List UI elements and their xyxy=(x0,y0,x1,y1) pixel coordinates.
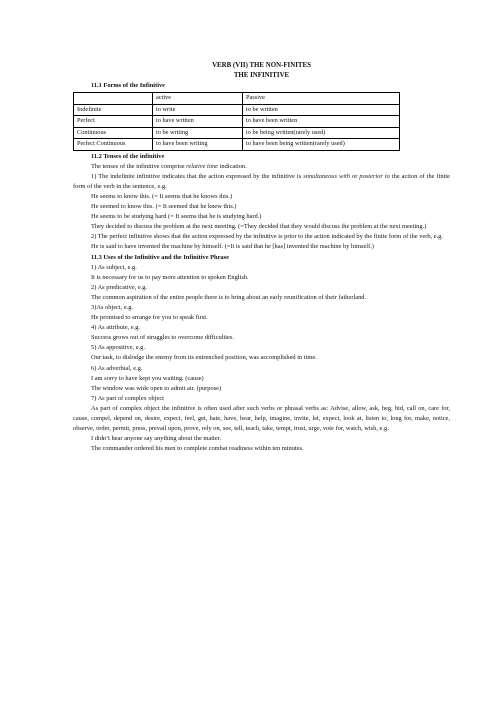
use-item: 4) As attribute, e.g. xyxy=(91,324,140,332)
example-sentence: They decided to discuss the problem at the next meeting. (=They decided that they would discuss the problem at the next meeting.) xyxy=(91,223,427,231)
table-cell: to write xyxy=(153,104,243,116)
table-row xyxy=(74,104,400,116)
text-run: or xyxy=(349,172,360,180)
use-item: 6) As adverbial, e.g. xyxy=(91,364,143,372)
page-title: VERB (VII) THE NON-FINITES xyxy=(212,62,311,69)
paragraph xyxy=(73,172,450,192)
use-item: 2) As predicative, e.g. xyxy=(91,283,148,291)
example-sentence: I didn’t hear anyone say anything about the matter. xyxy=(91,435,221,443)
section-heading-uses: 11.3 Uses of the Infinitive and the Infinitive Phrase xyxy=(91,253,229,261)
table-row xyxy=(74,116,400,128)
table-cell: to have been writing xyxy=(153,139,243,151)
table-row xyxy=(74,127,400,139)
use-item: 7) As part of complex object xyxy=(91,394,164,402)
example-sentence: He seemed to know this. (= It seemed that he knew this.) xyxy=(91,203,237,211)
example-sentence: He is said to have invented the machine by himself. (=It is said that he [has] invented the machine by himself.) xyxy=(91,243,374,251)
emphasis: simultaneous with xyxy=(303,172,350,180)
paragraph xyxy=(73,162,450,172)
table-cell: to have been being written(rarely used) xyxy=(243,139,400,151)
example-sentence: The window was wide open to admit air. (purpose) xyxy=(91,384,222,392)
text-run: the action of the finite form of the verb in the sentence, e.g. xyxy=(73,172,450,190)
table-cell: Perfect xyxy=(74,116,153,128)
example-sentence: He promised to arrange for you to speak first. xyxy=(91,314,208,322)
table-cell: to have written xyxy=(153,116,243,128)
table-cell: Continuous xyxy=(74,127,153,139)
table-cell: Perfect Continuous xyxy=(74,139,153,151)
use-item: 5) As appositive, e.g. xyxy=(91,344,145,352)
table-cell: to be being written(rarely used) xyxy=(243,127,400,139)
example-sentence: I am sorry to have kept you waiting. (cause) xyxy=(91,374,204,382)
example-sentence: The common aspiration of the entire people there is to bring about an early reunification of their fatherland. xyxy=(91,293,367,301)
section-heading-tenses: 11.2 Tenses of the infinitive xyxy=(91,152,165,160)
table-header-cell xyxy=(74,93,153,105)
table-cell: Indefinite xyxy=(74,104,153,116)
paragraph: As part of complex object the infinitive is often used after such verbs or phrasal verbs as: Advise, allow, ask, beg, bid, call on, care for, cause, compel, depend on, desire, expect, feel, get, hate, have, hear, help, imagine, invite, let, expect, look at, listen to, long for, make, notice, observe, order, permit, press, prevail upon, prove, rely on, see, tell, teach, take, tempt, trust, urge, vote for, watch, wish, e.g. xyxy=(73,404,450,433)
table-cell: to have been written xyxy=(243,116,400,128)
infinitive-forms-table xyxy=(73,92,400,151)
table-cell: to be writing xyxy=(153,127,243,139)
use-item: 3)As object, e.g. xyxy=(91,304,134,311)
table-header-cell: Passive xyxy=(243,93,400,105)
example-sentence: Our task, to dislodge the enemy from its entrenched position, was accomplished in time. xyxy=(91,354,317,362)
table-header-row xyxy=(74,93,400,105)
section-heading-forms: 11.1 Forms of the Infinitive xyxy=(91,82,166,89)
text-run: indication. xyxy=(218,162,247,170)
text-run: 1) The indefinite infinitive indicates that the action expressed by the infinitive is xyxy=(91,172,304,180)
example-sentence: It is necessary for us to pay more attention to spoken English. xyxy=(91,273,249,281)
example-sentence: Success grows out of struggles to overcome difficulties. xyxy=(91,334,234,342)
example-sentence: He seems to be studying hard (= It seems that he is studying hard.) xyxy=(91,213,262,221)
text-run: The tenses of the infinitive comprise xyxy=(91,162,187,170)
paragraph: 2) The perfect infinitive shows that the action expressed by the infinitive is prior to the action indicated by the finite form of the verb, e.g. xyxy=(91,233,443,241)
emphasis: relative time xyxy=(186,162,219,170)
use-item: 1) As subject, e.g. xyxy=(91,263,137,271)
emphasis: posterior to xyxy=(359,172,390,180)
table-cell: to be written xyxy=(243,104,400,116)
table-row xyxy=(74,139,400,151)
example-sentence: The commander ordered his men to complete combat readiness within ten minutes. xyxy=(91,445,304,453)
example-sentence: He seems to know this. (= It seems that he knows this.) xyxy=(91,192,233,200)
table-header-cell: active xyxy=(153,93,243,105)
page-subtitle: THE INFINITIVE xyxy=(233,72,290,79)
